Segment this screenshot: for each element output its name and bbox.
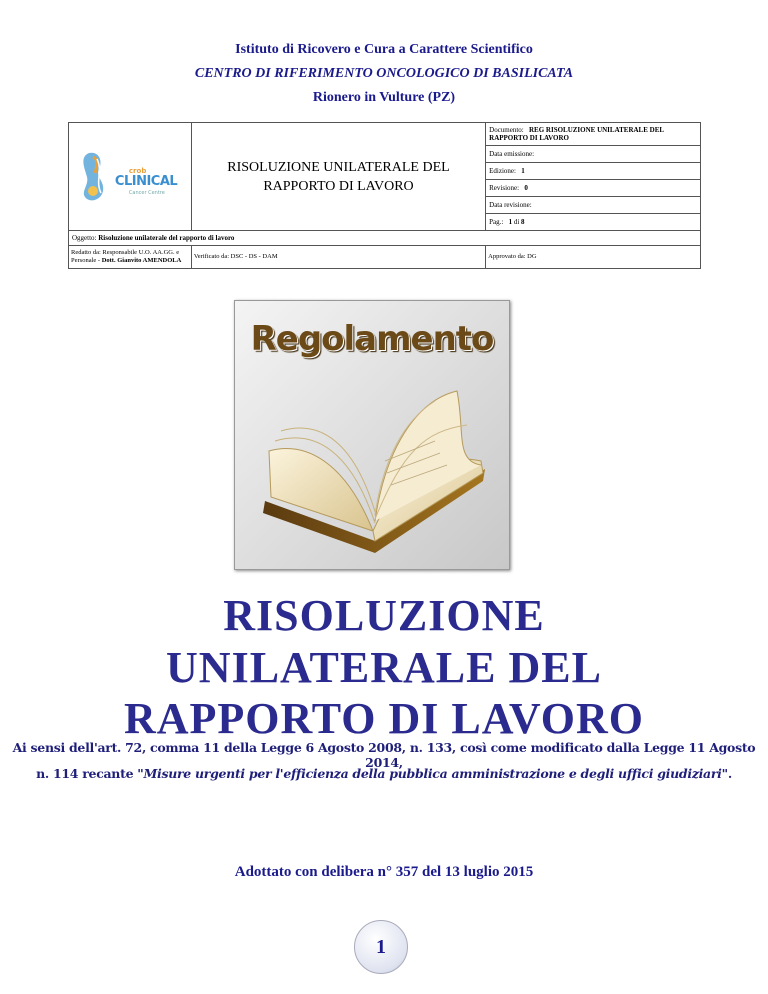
logo-small-text: crob [128, 166, 147, 175]
data-revisione-label: Data revisione: [489, 201, 532, 209]
data-emissione-label: Data emissione: [489, 150, 535, 158]
box-title-cell [191, 123, 485, 231]
location-line: Rionero in Vulture (PZ) [312, 90, 456, 105]
data-revisione-cell [486, 197, 701, 214]
revisione-value: 0 [524, 184, 528, 192]
documento-cell [486, 123, 701, 146]
edizione-cell [486, 163, 701, 180]
institute-line: Istituto di Ricovero e Cura a Carattere Scientifico [235, 42, 533, 57]
legal-reference-prefix: n. 114 recante [36, 766, 138, 781]
data-emissione-cell [486, 146, 701, 163]
redatto-value: Dott. Gianvito AMENDOLA [101, 257, 182, 264]
verificato-text: Verificato da: DSC - DS - DAM [193, 253, 278, 260]
box-title-line1: RISOLUZIONE UNILATERALE DEL [227, 159, 450, 175]
pag-value: 1 [508, 218, 513, 226]
revisione-cell [486, 180, 701, 197]
center-name: CENTRO DI RIFERIMENTO ONCOLOGICO DI BASILICATA [194, 66, 574, 81]
adoption-note: Adottato con delibera n° 357 del 13 luglio 2015 [234, 864, 534, 880]
documento-label: Documento: [489, 126, 524, 134]
approvato-cell [486, 246, 701, 269]
oggetto-label: Oggetto: [72, 234, 97, 242]
oggetto-cell [69, 231, 701, 246]
open-book-icon [235, 301, 509, 569]
main-title-line3: RAPPORTO DI LAVORO [123, 694, 644, 743]
pag-total: 8 [521, 218, 525, 226]
documento-value: REG RISOLUZIONE UNILATERALE DEL RAPPORTO DI LAVORO [489, 126, 664, 142]
regolamento-image [234, 300, 510, 570]
legal-reference-quote: "Misure urgenti per l'efficienza della pubblica amministrazione e degli uffici giudiziari" [137, 766, 728, 781]
redatto-cell [69, 246, 192, 269]
document-control-table [68, 122, 701, 269]
pag-cell [486, 214, 701, 231]
logo-main-text: CLINICAL [114, 173, 178, 189]
main-title-line2: UNILATERALE DEL [166, 643, 602, 692]
edizione-label: Edizione: [489, 167, 516, 175]
revisione-label: Revisione: [489, 184, 520, 192]
oggetto-value: Risoluzione unilaterale del rapporto di lavoro [98, 234, 235, 242]
regolamento-label: Regolamento [250, 319, 494, 359]
edizione-value: 1 [521, 167, 525, 175]
verificato-cell [191, 246, 485, 269]
page-number: 1 [354, 920, 408, 974]
pag-label: Pag.: [489, 218, 504, 226]
box-title-line2: RAPPORTO DI LAVORO [263, 178, 414, 194]
logo-cell [69, 123, 192, 231]
legal-reference-line2 [0, 766, 768, 781]
main-title-line1: RISOLUZIONE [223, 591, 545, 640]
logo-tag-text: Cancer Centre [128, 189, 165, 196]
crob-clinical-logo [75, 147, 185, 207]
legal-reference-suffix: . [727, 766, 732, 781]
legal-reference-line1: Ai sensi dell'art. 72, comma 11 della Legge 6 Agosto 2008, n. 133, così come modificato dalla Legge 11 Agosto 2014, [12, 740, 756, 770]
approvato-text: Approvato da: DG [488, 253, 537, 260]
pag-di: di [513, 218, 520, 226]
redatto-label: Redatto da: Responsabile U.O. AA.GG. e Personale - [71, 249, 180, 264]
